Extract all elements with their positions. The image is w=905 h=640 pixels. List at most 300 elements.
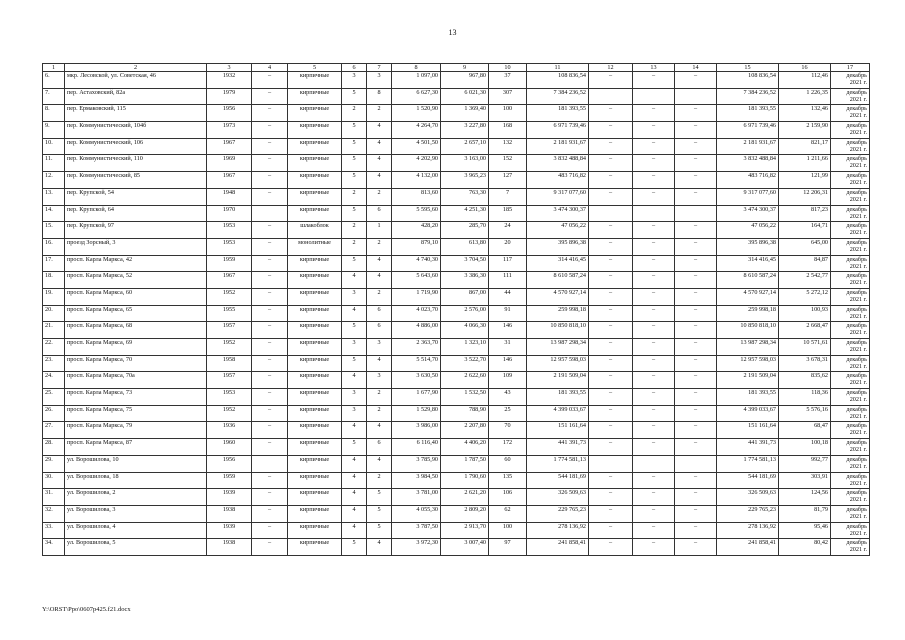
col-13-cell: – — [633, 188, 675, 205]
table-body — [43, 72, 870, 556]
cost-per-sqm-cell: 821,17 — [779, 138, 831, 155]
column-header: 9 — [441, 64, 489, 72]
address-cell: мкр. Лесовской, ул. Советская, 46 — [65, 72, 207, 89]
wall-material-cell: кирпичные — [288, 355, 342, 372]
col-13-cell: – — [633, 172, 675, 189]
living-area-cell: 1 323,10 — [441, 339, 489, 356]
address-cell: просп. Карла Маркса, 75 — [65, 405, 207, 422]
year-built-cell: 1959 — [207, 472, 252, 489]
address-cell: пер. Ермаковский, 115 — [65, 105, 207, 122]
residents-cell: 37 — [489, 72, 527, 89]
residents-cell: 152 — [489, 155, 527, 172]
entrances-cell: 4 — [367, 272, 392, 289]
col-4-cell: – — [252, 355, 288, 372]
entrances-cell: 2 — [367, 238, 392, 255]
entrances-cell: 4 — [367, 138, 392, 155]
wall-material-cell: кирпичные — [288, 439, 342, 456]
address-cell: просп. Карла Маркса, 68 — [65, 322, 207, 339]
wall-material-cell: кирпичные — [288, 422, 342, 439]
residents-cell: 117 — [489, 255, 527, 272]
col-4-cell: – — [252, 155, 288, 172]
year-built-cell: 1960 — [207, 439, 252, 456]
cost-per-sqm-cell: 992,77 — [779, 455, 831, 472]
col-4-cell: – — [252, 339, 288, 356]
completion-date-cell: декабрь 2021 г. — [831, 272, 870, 289]
wall-material-cell: кирпичные — [288, 72, 342, 89]
wall-material-cell: кирпичные — [288, 455, 342, 472]
completion-date-cell: декабрь 2021 г. — [831, 205, 870, 222]
col-13-cell — [633, 455, 675, 472]
col-14-cell: – — [675, 138, 717, 155]
total-area-cell: 813,60 — [392, 188, 441, 205]
table-row — [43, 155, 870, 172]
cost-total-cell: 326 509,63 — [527, 489, 589, 506]
total-area-cell: 4 264,70 — [392, 122, 441, 139]
col-14-cell: – — [675, 155, 717, 172]
cost-fund-cell: 181 393,55 — [717, 105, 779, 122]
entrances-cell: 4 — [367, 355, 392, 372]
col-14-cell: – — [675, 505, 717, 522]
total-area-cell: 428,20 — [392, 222, 441, 239]
year-built-cell: 1973 — [207, 122, 252, 139]
address-cell: ул. Ворошилова, 10 — [65, 455, 207, 472]
cost-per-sqm-cell: 12 206,31 — [779, 188, 831, 205]
col-12-cell: – — [589, 389, 633, 406]
cost-total-cell: 314 416,45 — [527, 255, 589, 272]
wall-material-cell: кирпичные — [288, 138, 342, 155]
col-13-cell: – — [633, 288, 675, 305]
col-12-cell: – — [589, 155, 633, 172]
living-area-cell: 2 657,10 — [441, 138, 489, 155]
floors-cell: 5 — [342, 355, 367, 372]
entrances-cell: 5 — [367, 489, 392, 506]
total-area-cell: 3 984,50 — [392, 472, 441, 489]
entrances-cell: 6 — [367, 305, 392, 322]
entrances-cell: 4 — [367, 172, 392, 189]
col-12-cell: – — [589, 72, 633, 89]
cost-fund-cell: 12 957 598,03 — [717, 355, 779, 372]
total-area-cell: 4 740,30 — [392, 255, 441, 272]
column-header: 13 — [633, 64, 675, 72]
wall-material-cell: кирпичные — [288, 105, 342, 122]
address-cell: ул. Ворошилова, 5 — [65, 539, 207, 556]
year-built-cell: 1956 — [207, 105, 252, 122]
total-area-cell: 1 529,80 — [392, 405, 441, 422]
entrances-cell: 2 — [367, 188, 392, 205]
residents-cell: 20 — [489, 238, 527, 255]
address-cell: пер. Крупской, 64 — [65, 205, 207, 222]
floors-cell: 3 — [342, 405, 367, 422]
completion-date-cell: декабрь 2021 г. — [831, 172, 870, 189]
cost-total-cell: 7 384 236,52 — [527, 88, 589, 105]
row-number-cell: 7. — [43, 88, 65, 105]
cost-per-sqm-cell: 164,71 — [779, 222, 831, 239]
table-row — [43, 405, 870, 422]
col-12-cell: – — [589, 522, 633, 539]
row-number-cell: 23. — [43, 355, 65, 372]
col-4-cell: – — [252, 105, 288, 122]
table-row — [43, 505, 870, 522]
column-header: 11 — [527, 64, 589, 72]
entrances-cell: 6 — [367, 205, 392, 222]
cost-total-cell: 181 393,55 — [527, 389, 589, 406]
total-area-cell: 1 677,90 — [392, 389, 441, 406]
residents-cell: 70 — [489, 422, 527, 439]
wall-material-cell: шлакоблок — [288, 222, 342, 239]
total-area-cell: 4 132,00 — [392, 172, 441, 189]
table-row — [43, 255, 870, 272]
col-13-cell: – — [633, 539, 675, 556]
col-13-cell — [633, 88, 675, 105]
col-13-cell: – — [633, 489, 675, 506]
cost-per-sqm-cell: 5 576,16 — [779, 405, 831, 422]
col-4-cell — [252, 455, 288, 472]
entrances-cell: 3 — [367, 372, 392, 389]
total-area-cell: 5 514,70 — [392, 355, 441, 372]
living-area-cell: 3 704,50 — [441, 255, 489, 272]
entrances-cell: 5 — [367, 505, 392, 522]
col-14-cell: – — [675, 272, 717, 289]
entrances-cell: 4 — [367, 455, 392, 472]
entrances-cell: 3 — [367, 72, 392, 89]
cost-per-sqm-cell: 118,36 — [779, 389, 831, 406]
col-14-cell: – — [675, 422, 717, 439]
table-row — [43, 88, 870, 105]
housing-register-table — [42, 63, 870, 556]
floors-cell: 2 — [342, 105, 367, 122]
col-4-cell: – — [252, 489, 288, 506]
cost-fund-cell: 326 509,63 — [717, 489, 779, 506]
year-built-cell: 1953 — [207, 238, 252, 255]
completion-date-cell: декабрь 2021 г. — [831, 138, 870, 155]
cost-fund-cell: 314 416,45 — [717, 255, 779, 272]
table-row — [43, 422, 870, 439]
completion-date-cell: декабрь 2021 г. — [831, 322, 870, 339]
col-12-cell: – — [589, 238, 633, 255]
year-built-cell: 1957 — [207, 372, 252, 389]
row-number-cell: 16. — [43, 238, 65, 255]
wall-material-cell: кирпичные — [288, 339, 342, 356]
column-number-row — [43, 64, 870, 72]
column-header: 6 — [342, 64, 367, 72]
col-12-cell — [589, 455, 633, 472]
col-12-cell: – — [589, 489, 633, 506]
cost-fund-cell: 259 998,18 — [717, 305, 779, 322]
col-13-cell: – — [633, 138, 675, 155]
entrances-cell: 6 — [367, 322, 392, 339]
living-area-cell: 2 809,20 — [441, 505, 489, 522]
cost-fund-cell: 278 136,92 — [717, 522, 779, 539]
living-area-cell: 4 406,20 — [441, 439, 489, 456]
year-built-cell: 1956 — [207, 455, 252, 472]
year-built-cell: 1952 — [207, 288, 252, 305]
col-13-cell: – — [633, 72, 675, 89]
cost-total-cell: 4 399 033,67 — [527, 405, 589, 422]
entrances-cell: 2 — [367, 389, 392, 406]
cost-total-cell: 6 971 739,46 — [527, 122, 589, 139]
table-row — [43, 188, 870, 205]
table-row — [43, 539, 870, 556]
cost-per-sqm-cell: 817,23 — [779, 205, 831, 222]
completion-date-cell: декабрь 2021 г. — [831, 155, 870, 172]
cost-total-cell: 181 393,55 — [527, 105, 589, 122]
cost-fund-cell: 47 056,22 — [717, 222, 779, 239]
cost-per-sqm-cell: 303,91 — [779, 472, 831, 489]
col-13-cell: – — [633, 272, 675, 289]
address-cell: просп. Карла Маркса, 52 — [65, 272, 207, 289]
col-13-cell: – — [633, 472, 675, 489]
entrances-cell: 5 — [367, 522, 392, 539]
living-area-cell: 4 066,30 — [441, 322, 489, 339]
total-area-cell: 3 972,30 — [392, 539, 441, 556]
entrances-cell: 2 — [367, 105, 392, 122]
cost-total-cell: 13 987 298,34 — [527, 339, 589, 356]
table-row — [43, 389, 870, 406]
floors-cell: 4 — [342, 372, 367, 389]
year-built-cell: 1979 — [207, 88, 252, 105]
cost-fund-cell: 6 971 739,46 — [717, 122, 779, 139]
row-number-cell: 25. — [43, 389, 65, 406]
col-4-cell: – — [252, 472, 288, 489]
table-row — [43, 222, 870, 239]
column-header: 1 — [43, 64, 65, 72]
col-14-cell: – — [675, 72, 717, 89]
floors-cell: 4 — [342, 305, 367, 322]
row-number-cell: 33. — [43, 522, 65, 539]
year-built-cell: 1952 — [207, 339, 252, 356]
table-row — [43, 355, 870, 372]
column-header: 14 — [675, 64, 717, 72]
col-12-cell: – — [589, 505, 633, 522]
living-area-cell: 285,70 — [441, 222, 489, 239]
col-14-cell: – — [675, 389, 717, 406]
floors-cell: 5 — [342, 322, 367, 339]
address-cell: ул. Ворошилова, 3 — [65, 505, 207, 522]
wall-material-cell: кирпичные — [288, 372, 342, 389]
living-area-cell: 2 576,00 — [441, 305, 489, 322]
col-4-cell: – — [252, 88, 288, 105]
residents-cell: 109 — [489, 372, 527, 389]
cost-fund-cell: 1 774 581,13 — [717, 455, 779, 472]
floors-cell: 4 — [342, 455, 367, 472]
cost-total-cell: 47 056,22 — [527, 222, 589, 239]
residents-cell: 172 — [489, 439, 527, 456]
floors-cell: 3 — [342, 72, 367, 89]
column-header: 4 — [252, 64, 288, 72]
column-header: 7 — [367, 64, 392, 72]
residents-cell: 62 — [489, 505, 527, 522]
table-row — [43, 105, 870, 122]
residents-cell: 168 — [489, 122, 527, 139]
col-12-cell: – — [589, 372, 633, 389]
cost-total-cell: 3 832 488,84 — [527, 155, 589, 172]
row-number-cell: 19. — [43, 288, 65, 305]
col-12-cell — [589, 205, 633, 222]
col-13-cell: – — [633, 105, 675, 122]
col-12-cell: – — [589, 255, 633, 272]
wall-material-cell: кирпичные — [288, 305, 342, 322]
total-area-cell: 1 097,00 — [392, 72, 441, 89]
col-4-cell: – — [252, 172, 288, 189]
living-area-cell: 1 369,40 — [441, 105, 489, 122]
completion-date-cell: декабрь 2021 г. — [831, 489, 870, 506]
cost-total-cell: 259 998,18 — [527, 305, 589, 322]
col-13-cell: – — [633, 339, 675, 356]
wall-material-cell: кирпичные — [288, 489, 342, 506]
year-built-cell: 1939 — [207, 522, 252, 539]
cost-per-sqm-cell: 645,00 — [779, 238, 831, 255]
col-14-cell: – — [675, 372, 717, 389]
address-cell: просп. Карла Маркса, 73 — [65, 389, 207, 406]
col-14-cell — [675, 88, 717, 105]
row-number-cell: 27. — [43, 422, 65, 439]
col-4-cell: – — [252, 138, 288, 155]
col-12-cell: – — [589, 288, 633, 305]
living-area-cell: 3 007,40 — [441, 539, 489, 556]
row-number-cell: 18. — [43, 272, 65, 289]
completion-date-cell: декабрь 2021 г. — [831, 88, 870, 105]
total-area-cell: 4 055,30 — [392, 505, 441, 522]
col-13-cell: – — [633, 355, 675, 372]
living-area-cell: 867,00 — [441, 288, 489, 305]
row-number-cell: 31. — [43, 489, 65, 506]
col-12-cell: – — [589, 472, 633, 489]
floors-cell: 3 — [342, 288, 367, 305]
table-row — [43, 272, 870, 289]
cost-total-cell: 151 161,64 — [527, 422, 589, 439]
floors-cell: 4 — [342, 489, 367, 506]
cost-total-cell: 229 765,23 — [527, 505, 589, 522]
col-4-cell: – — [252, 505, 288, 522]
table-row — [43, 288, 870, 305]
year-built-cell: 1952 — [207, 405, 252, 422]
table-row — [43, 522, 870, 539]
cost-total-cell: 8 610 587,24 — [527, 272, 589, 289]
col-13-cell — [633, 205, 675, 222]
row-number-cell: 28. — [43, 439, 65, 456]
table-row — [43, 439, 870, 456]
col-4-cell: – — [252, 422, 288, 439]
cost-total-cell: 9 317 077,60 — [527, 188, 589, 205]
floors-cell: 4 — [342, 422, 367, 439]
living-area-cell: 2 913,70 — [441, 522, 489, 539]
total-area-cell: 3 787,50 — [392, 522, 441, 539]
row-number-cell: 22. — [43, 339, 65, 356]
floors-cell: 5 — [342, 439, 367, 456]
address-cell: просп. Карла Маркса, 42 — [65, 255, 207, 272]
col-13-cell: – — [633, 305, 675, 322]
col-14-cell: – — [675, 305, 717, 322]
cost-fund-cell: 8 610 587,24 — [717, 272, 779, 289]
col-14-cell: – — [675, 439, 717, 456]
completion-date-cell: декабрь 2021 г. — [831, 305, 870, 322]
wall-material-cell: кирпичные — [288, 155, 342, 172]
address-cell: пер. Коммунистический, 106 — [65, 138, 207, 155]
col-14-cell: – — [675, 288, 717, 305]
year-built-cell: 1967 — [207, 138, 252, 155]
cost-fund-cell: 9 317 077,60 — [717, 188, 779, 205]
entrances-cell: 2 — [367, 405, 392, 422]
table-row — [43, 72, 870, 89]
column-header: 8 — [392, 64, 441, 72]
table-row — [43, 238, 870, 255]
address-cell: просп. Карла Маркса, 60 — [65, 288, 207, 305]
col-12-cell: – — [589, 422, 633, 439]
col-13-cell: – — [633, 372, 675, 389]
completion-date-cell: декабрь 2021 г. — [831, 539, 870, 556]
living-area-cell: 1 790,60 — [441, 472, 489, 489]
column-header: 5 — [288, 64, 342, 72]
col-13-cell: – — [633, 389, 675, 406]
living-area-cell: 1 787,50 — [441, 455, 489, 472]
completion-date-cell: декабрь 2021 г. — [831, 372, 870, 389]
document-path: Y:\ORST\Ppo\0607p425.f21.docx — [42, 606, 131, 613]
cost-per-sqm-cell: 95,46 — [779, 522, 831, 539]
col-13-cell: – — [633, 222, 675, 239]
completion-date-cell: декабрь 2021 г. — [831, 472, 870, 489]
col-12-cell: – — [589, 222, 633, 239]
column-header: 10 — [489, 64, 527, 72]
row-number-cell: 15. — [43, 222, 65, 239]
entrances-cell: 3 — [367, 339, 392, 356]
total-area-cell: 5 595,60 — [392, 205, 441, 222]
floors-cell: 4 — [342, 472, 367, 489]
col-12-cell: – — [589, 105, 633, 122]
row-number-cell: 20. — [43, 305, 65, 322]
col-14-cell: – — [675, 339, 717, 356]
column-header: 16 — [779, 64, 831, 72]
wall-material-cell: кирпичные — [288, 539, 342, 556]
total-area-cell: 879,10 — [392, 238, 441, 255]
total-area-cell: 6 627,30 — [392, 88, 441, 105]
residents-cell: 307 — [489, 88, 527, 105]
cost-fund-cell: 3 832 488,84 — [717, 155, 779, 172]
residents-cell: 100 — [489, 522, 527, 539]
completion-date-cell: декабрь 2021 г. — [831, 405, 870, 422]
completion-date-cell: декабрь 2021 г. — [831, 422, 870, 439]
col-12-cell: – — [589, 122, 633, 139]
floors-cell: 2 — [342, 188, 367, 205]
entrances-cell: 8 — [367, 88, 392, 105]
col-14-cell: – — [675, 122, 717, 139]
residents-cell: 60 — [489, 455, 527, 472]
cost-per-sqm-cell: 124,56 — [779, 489, 831, 506]
table-row — [43, 305, 870, 322]
residents-cell: 106 — [489, 489, 527, 506]
cost-fund-cell: 13 987 298,34 — [717, 339, 779, 356]
col-14-cell: – — [675, 355, 717, 372]
cost-per-sqm-cell: 132,46 — [779, 105, 831, 122]
cost-total-cell: 241 858,41 — [527, 539, 589, 556]
wall-material-cell: кирпичные — [288, 505, 342, 522]
completion-date-cell: декабрь 2021 г. — [831, 72, 870, 89]
living-area-cell: 3 163,00 — [441, 155, 489, 172]
column-header: 17 — [831, 64, 870, 72]
cost-fund-cell: 10 850 818,10 — [717, 322, 779, 339]
cost-fund-cell: 108 836,54 — [717, 72, 779, 89]
cost-fund-cell: 3 474 300,37 — [717, 205, 779, 222]
col-13-cell: – — [633, 155, 675, 172]
floors-cell: 5 — [342, 172, 367, 189]
wall-material-cell: кирпичные — [288, 172, 342, 189]
col-4-cell: – — [252, 539, 288, 556]
completion-date-cell: декабрь 2021 г. — [831, 238, 870, 255]
cost-total-cell: 441 391,73 — [527, 439, 589, 456]
cost-total-cell: 2 191 509,04 — [527, 372, 589, 389]
cost-total-cell: 395 896,38 — [527, 238, 589, 255]
cost-total-cell: 278 136,92 — [527, 522, 589, 539]
year-built-cell: 1939 — [207, 489, 252, 506]
